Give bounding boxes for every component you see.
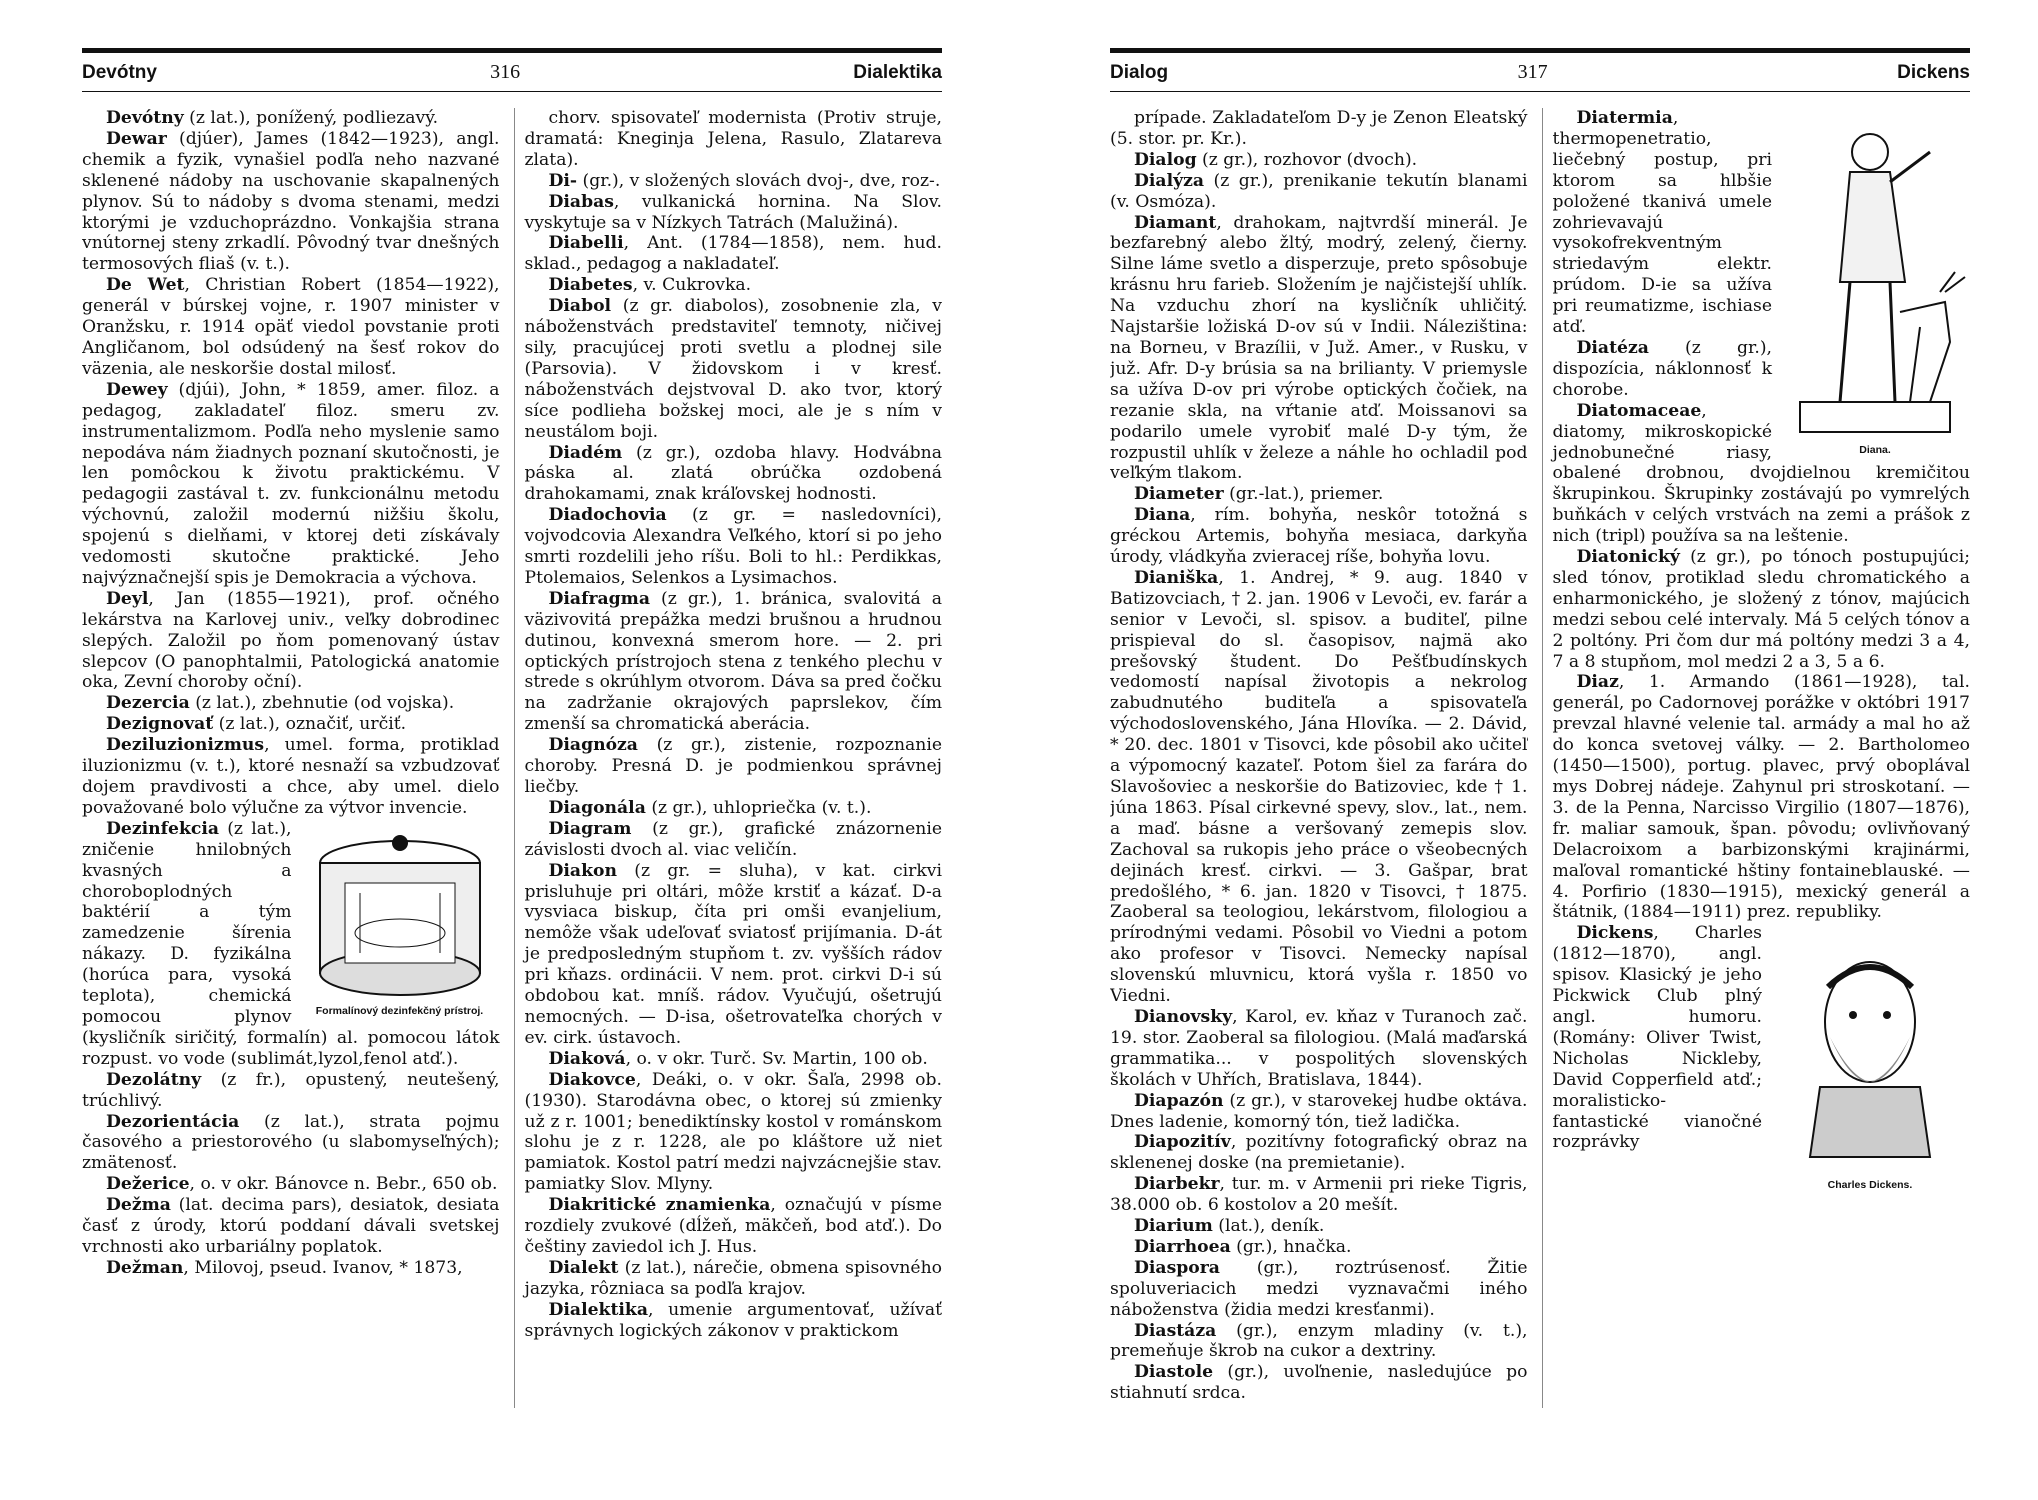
entry-text: , thermopenetratio, liečebný postup, pri ktorom sa hlbšie položené tkanivá umele zohrievavajú vysokofrekventným striedavým elektr. prúdom. D-ie sa užíva pri reumatizme, ischiase atď. (1552, 108, 1772, 338)
entry-text: , o. v okr. Turč. Sv. Martin, 100 ob. (625, 1048, 928, 1069)
left-page-column-1 (82, 108, 500, 1408)
entry-text: (z gr.), 1. bránica, svalovitá a väzivovitá prepážka medzi brušnou a hrudnou dutinou, konvexná smerom hore. — 2. pri optických prístrojoch stena z tenkého plechu v strede s okrúhlym otvorom. Dáva sa pred čočku na zadržanie okrajových paprslekov, čím zmenší sa chromatická aberácia. (524, 588, 942, 735)
left-page (82, 48, 942, 1418)
dictionary-entry (525, 1300, 943, 1342)
entry-text: (gr.), v složených slovách dvoj-, dve, roz-. (577, 170, 941, 191)
dictionary-entry (82, 1070, 500, 1112)
entry-text: (z gr.), zistenie, rozpoznanie choroby. Presná D. je podmienkou správnej liečby. (524, 735, 942, 797)
dictionary-entry (525, 798, 943, 819)
dictionary-entry (1110, 108, 1528, 150)
dictionary-entry (525, 861, 943, 1049)
entry-headword: Diatomaceae (1576, 400, 1702, 421)
entry-headword: Diarrhoea (1134, 1236, 1231, 1257)
dictionary-entry (525, 505, 943, 589)
entry-text: (djúi), John, * 1859, amer. filoz. a pedagog, zakladateľ filoz. smeru zv. instrumentalizmom. Podľa neho myslenie samo nepodáva nám žiadnych poznaní skutočnosti, je len pomôckou k životu praktickému. V pedagogii zastával t. zv. funkcionálnu metodu výchovnú, založil modernú nižšiu školu, spojenú s dielňami, v ktorej deti získávaly vedomosti skutočne praktické. Jeho najvýznačnejší spis je Demokracia a výchova. (82, 379, 500, 588)
dictionary-entry (1110, 1237, 1528, 1258)
entry-headword: Diameter (1134, 484, 1224, 505)
dictionary-entry (82, 714, 500, 735)
entry-headword: Dianovsky (1134, 1006, 1233, 1027)
page-header (82, 61, 942, 92)
entry-text: chorv. spisovateľ modernista (Protiv struje, dramatá: Kneginja Jelena, Rasulo, Zlatareva zlata). (524, 108, 942, 170)
entry-text: (z lat.), nárečie, obmena spisovného jazyka, rôzniaca sa podľa krajov. (524, 1257, 942, 1299)
entry-text: , 1. Andrej, * 9. aug. 1840 v Batizovciach, † 2. jan. 1906 v Levoči, ev. farár a senior v Levoči, sl. spisov. a buditeľ, pilne prispieval do sl. časopisov, najmä ako prešovský študent. Do Pešťbudínskych vedomostí napísal životopis a nekrolog zabudnutého buditeľa a spisovateľa východoslovenského, Jána Hlovíka. — 2. Dávid, * 20. dec. 1801 v Tisovci, kde pôsobil ako učiteľ a výpomocný kazateľ. Potom šiel za farára do Slavošoviec a neskoršie do Batizoviec, kde † 1. júna 1863. Písal cirkevné spevy, slov., lat., nem. a maď. básne a veršovaný zemepis slov. Zachoval sa rukopis jeho práce o všeobecných dejinách kresť. cirkvi. — 3. Gašpar, brat predošlého, * 6. jan. 1820 v Tisovci, † 1875. Zaoberal sa teologiou, lekárstvom, filologiou a prírodnými vedami. Pôsobil vo Viedni a potom ako profesor v Tisovci. Nemecky napísal slovenskú mluvnicu, ktorá vyšla r. 1850 vo Viedni. (1110, 567, 1528, 1007)
dictionary-entry (1110, 1091, 1528, 1133)
dictionary-entry (525, 1070, 943, 1195)
dictionary-entry (1110, 568, 1528, 1007)
dictionary-entry (82, 108, 500, 129)
entry-text: , Milovoj, pseud. Ivanov, * 1873, (183, 1257, 463, 1278)
entry-headword: Dezolátny (106, 1069, 202, 1090)
dictionary-entry (525, 233, 943, 275)
header-rule (1110, 48, 1970, 53)
entry-text: (gr.-lat.), priemer. (1223, 484, 1384, 505)
entry-text: (z gr. = sluha), v kat. cirkvi prisluhuje pri oltári, môže krstiť a kázať. D-a vysviaca biskup, číta pri omši evanjelium, nemôže však udeľovať sviatosť prijímania. D-át je predposledným stupňom t. zv. vyšších rádov pri kňazs. ordinácii. V nem. prot. cirkvi D-i sú obdobou kat. mníš. rádov. Vyučujú, ošetrujú nemocných. — D-isa, ošetrovateľka chorých v ev. cirk. ústavoch. (524, 860, 942, 1048)
entry-headword: Dežman (106, 1257, 184, 1278)
entry-text: , označujú v písme rozdiely zvukové (dĺžeň, mäkčeň, bod atď.). Do češtiny zaviedol ich J. Hus. (524, 1195, 942, 1257)
entry-headword: Dezignovať (106, 714, 214, 735)
entry-headword: Dianiška (1134, 567, 1219, 588)
dictionary-entry (525, 171, 943, 192)
entry-headword: Dialog (1134, 149, 1197, 170)
dictionary-entry (525, 443, 943, 506)
entry-headword: Diastole (1134, 1362, 1214, 1383)
entry-text: , 1. Armando (1861—1928), tal. generál, po Cadornovej porážke v októbri 1917 prevzal hlavné velenie tal. armády a mal ho až do konca svetovej války. — 2. Bartholomeo (1450—1500), portug. plavec, prvý oboplával mys Dobrej nádeje. Zahynul pri stroskotaní. — 3. de la Penna, Narcisso Virgilio (1807—1876), fr. maliar samouk, špan. pôvodu; ovlivňovaný Delacroixom a barbizonskými krajinármi, maľoval romantické hštiny fontaineblauské. — 4. Porfirio (1830—1915), mexický generál a štátnik, (1884—1911) prez. republiky. (1552, 672, 1970, 923)
page-number: 316 (490, 61, 521, 83)
header-right-word: Dickens (1897, 62, 1970, 83)
entry-headword: Diamant (1134, 212, 1217, 233)
entry-headword: Diagonála (548, 797, 646, 818)
entry-headword: Diadochovia (548, 505, 667, 526)
entry-text: , tur. m. v Armenii pri rieke Tigris, 38.000 ob. 6 kostolov a 20 mešít. (1110, 1174, 1528, 1216)
entry-text: , drahokam, najtvrdší minerál. Je bezfarebný alebo žltý, modrý, zelený, čierny. Silne láme svetlo a disperzuje, preto spôsobuje krásnu hru farieb. Složením je najčistejší uhlík. Na vzduchu zhorí na kysličník uhličitý. Najstaršie ložiská D-ov sú v Indii. Náleziština: na Borneu, v Brazílii, v Juž. Amer., v Rusku, v juž. Afr. D-y brúsia sa na brilianty. V priemysle sa užíva D-ov pri výrobe optických čočiek, na rezanie skla, na vŕtanie atď. Moissanovi sa podarilo umele vyrobiť malé D-y tým, že rozpustil uhlík v železe a náhle ho ochladil pod veľkým tlakom. (1110, 212, 1528, 484)
entry-text: , v. Cukrovka. (632, 275, 752, 296)
entry-headword: Dialektika (548, 1299, 648, 1320)
entry-headword: Diabelli (548, 233, 624, 254)
header-left-word: Devótny (82, 62, 157, 83)
entry-headword: Dežma (106, 1195, 171, 1216)
entry-text: , umenie argumentovať, užívať správnych logických zákonov v praktickom (524, 1299, 942, 1341)
entry-text: , Jan (1855—1921), prof. očného lekárstva na Karlovej univ., veľky dobrodinec slepých. Založil po ňom pomenovaný ústav slepcov (O panophtalmii, Patologická anatomie oka, Zevní choroby oční). (82, 588, 500, 693)
entry-headword: Dežerice (106, 1174, 190, 1195)
entry-headword: De Wet (106, 275, 185, 296)
entry-text: (z gr.), po tónoch postupujúci; sled tónov, protiklad sledu chromatického a enharmonického, je složený z tónov, majúcich medzi sebou celé intervaly. Má 5 celých tónov a 2 poltóny. Pri čom dur má poltóny medzi 3 a 4, 7 a 8 stupňom, mol medzi 2 a 3, 5 a 6. (1552, 547, 1970, 672)
entry-text: (z gr.), grafické znázornenie závislosti dvoch al. viac veličín. (524, 818, 942, 860)
entry-text: , pozitívny fotografický obraz na sklenenej doske (na premietanie). (1110, 1132, 1528, 1174)
dictionary-entry (1110, 1362, 1528, 1404)
entry-text: (lat.), deník. (1212, 1216, 1325, 1237)
dictionary-entry (1110, 1258, 1528, 1321)
dictionary-entry (1110, 1132, 1528, 1174)
dictionary-entry (525, 1258, 943, 1300)
entry-headword: Diaspora (1134, 1257, 1220, 1278)
entry-headword: Diakon (548, 860, 617, 881)
entry-text: , rím. bohyňa, neskôr totožná s gréckou Artemis, bohyňa mesiaca, darkyňa úrody, vládkyňa zvieracej ríše, bohyňa lovu. (1110, 505, 1528, 568)
dictionary-entry (1110, 1174, 1528, 1216)
page-number: 317 (1517, 61, 1548, 83)
left-page-column-2 (514, 108, 943, 1408)
entry-text: (gr.), uvoľnenie, nasledujúce po stiahnutí srdca. (1110, 1362, 1528, 1404)
entry-text: , diatomy, mikroskopické jednobunečné riasy, obalené drobnou, dvojdielnou kremičitou škrupinkou. Škrupinky zostávajú po vymrelých buňkách v celých vrstvách na zemi a prášok z nich (tripl) používa sa na leštenie. (1552, 400, 1970, 547)
dictionary-entry (1110, 1321, 1528, 1363)
entry-headword: Devótny (106, 108, 184, 128)
dictionary-entry (525, 192, 943, 234)
entry-text: (z gr.), rozhovor (dvoch). (1196, 149, 1418, 170)
entry-headword: Diaková (548, 1048, 626, 1069)
entry-headword: Deziluzionizmus (106, 735, 265, 756)
entry-headword: Diakovce (548, 1069, 636, 1090)
entry-headword: Diastáza (1134, 1320, 1217, 1341)
entry-text: , vulkanická hornina. Na Slov. vyskytuje sa v Nízkych Tatrách (Malužiná). (524, 191, 942, 233)
dictionary-entry (1110, 150, 1528, 171)
entry-headword: Deyl (106, 588, 149, 609)
entry-text: (z lat.), strata pojmu časového a priestorového (u slabomyseľných); zmätenosť. (82, 1111, 500, 1174)
diana-statue-illustration (1780, 112, 1970, 442)
dictionary-entry (82, 129, 500, 275)
entry-text: (z gr.), dispozícia, náklonnosť k chorobe. (1552, 337, 1772, 400)
entry-text: (gr.), enzym mladiny (v. t.), premeňuje škrob na cukor a dextriny. (1110, 1320, 1528, 1362)
dictionary-entry (1553, 547, 1971, 672)
entry-text: (z gr.), uhlopriečka (v. t.). (645, 797, 872, 818)
entry-text: (z lat.), ponížený, podliezavý. (183, 108, 439, 128)
entry-text: (z gr.), prenikanie tekutín blanami (v. Osmóza). (1110, 170, 1528, 212)
dictionary-entry (82, 589, 500, 694)
dictionary-entry (525, 108, 943, 171)
entry-headword: Dezorientácia (106, 1111, 240, 1132)
entry-headword: Diadém (548, 442, 623, 463)
dictionary-entry (82, 1195, 500, 1258)
entry-headword: Diakritické znamienka (548, 1195, 771, 1216)
right-page-column-2 (1542, 108, 1971, 1408)
dictionary-entry (82, 735, 500, 819)
entry-headword: Di- (548, 170, 578, 191)
dictionary-entry (1110, 1216, 1528, 1237)
entry-text: , umel. forma, protiklad iluzionizmu (v. t.), ktoré nesnaží sa vzbudzovať dojem pravdivosti a chce, aby umel. dielo považované bolo výlučne za výtvor invencie. (82, 735, 500, 818)
dictionary-entry (1110, 484, 1528, 505)
dictionary-entry (1110, 505, 1528, 568)
dictionary-entry (525, 275, 943, 296)
entry-text: (z lat.), označiť, určiť. (213, 714, 407, 735)
dictionary-entry (525, 735, 943, 798)
entry-headword: Diapazón (1134, 1090, 1224, 1111)
dictionary-entry (525, 1195, 943, 1258)
entry-text: (z gr. = nasledovníci), vojvodcovia Alexandra Veľkého, ktorí si po jeho smrti rozdelili jeho ríšu. Boli to hl.: Perdikkas, Ptolemaios, Selenkos a Lysimachos. (524, 505, 942, 588)
entry-text: (z gr. diabolos), zosobnenie zla, v náboženstvách predstaviteľ temnoty, ničivej sily, pracujúcej proti svetlu a plodnej sile (Parsovia). V židovskom i v kresť. náboženstvách dejstvoval D. ako tvor, ktorý síce podlieha božskej moci, ale je s ním v neustálom boji. (524, 296, 942, 442)
dictionary-entry (525, 296, 943, 442)
header-left-word: Dialog (1110, 62, 1169, 83)
dictionary-entry (1110, 1007, 1528, 1091)
dictionary-entry (82, 1112, 500, 1175)
header-right-word: Dialektika (853, 62, 942, 83)
entry-text: (z gr.), v starovekej hudbe oktáva. Dnes ladenie, komorný tón, tiež ladička. (1110, 1090, 1528, 1132)
entry-text: (lat. decima pars), desiatok, desiata časť z úrody, ktorú poddaní dávali svetskej vrchnosti ako urbariálny poplatok. (82, 1195, 500, 1257)
entry-headword: Dickens (1576, 923, 1654, 944)
entry-text: (z fr.), opustený, neutešený, trúchlivý. (82, 1069, 500, 1111)
entry-headword: Diarbekr (1134, 1174, 1220, 1195)
right-page-column-1 (1110, 108, 1528, 1408)
dickens-portrait-figure (1770, 927, 1970, 1191)
header-rule (82, 48, 942, 53)
dictionary-entry (525, 589, 943, 735)
entry-text: prípade. Zakladateľom D-y je Zenon Eleatský (5. stor. pr. Kr.). (1110, 108, 1528, 149)
entry-text: (gr.), roztrúsenosť. Žitie spoluveriacich medzi vyznavačmi iného náboženstva (židia medzi kresťanmi). (1110, 1257, 1528, 1320)
entry-headword: Diapozitív (1134, 1132, 1231, 1153)
entry-headword: Diagram (548, 818, 632, 839)
dictionary-entry (82, 1174, 500, 1195)
entry-headword: Diabas (548, 191, 614, 212)
entry-text: , Deáki, o. v okr. Šaľa, 2998 ob. (1930). Starodávna obec, o ktorej sú zmienky už z r. 1001; benediktínsky kostol v románskom slohu je z r. 1228, ale po kláštore už niet pamiatok. Kostol patrí medzi najvzácnejšie stav. pamiatky Slov. Mlyny. (524, 1069, 942, 1195)
entry-headword: Dezercia (106, 693, 190, 714)
entry-headword: Dewey (106, 379, 168, 400)
entry-headword: Dewar (106, 128, 167, 149)
entry-headword: Diatonický (1576, 547, 1680, 568)
entry-headword: Dezinfekcia (106, 818, 219, 839)
disinfection-apparatus-illustration (300, 823, 500, 1003)
entry-text: , Christian Robert (1854—1922), generál v búrskej vojne, r. 1907 minister v Oranžsku, r. 1914 opäť viedol povstanie proti Angličanom, bol odsúdený na šesť rokov do väzenia, ale neskoršie dostal milosť. (82, 275, 500, 379)
figure-caption: Charles Dickens. (1827, 1179, 1913, 1192)
entry-text: (z lat.), zničenie hnilobných kvasných a choroboplodných baktérií a tým zamedzenie šírenia nákazy. D. fyzikálna (horúca para, vysoká teplota), chemická pomocou plynov (kysličník siričitý, formalín) al. pomocou látok rozpust. vo vode (sublimát,lyzol,fenol atď.). (82, 818, 500, 1069)
entry-headword: Diatermia (1576, 108, 1673, 128)
entry-text: (z gr.), ozdoba hlavy. Hodvábna páska al. zlatá obrúčka ozdobená drahokamami, znak kráľovskej hodnosti. (524, 442, 942, 505)
entry-text: (z lat.), zbehnutie (od vojska). (189, 693, 455, 714)
entry-headword: Diabetes (548, 275, 633, 296)
entry-text: , Ant. (1784—1858), nem. hud. sklad., pedagog a nakladateľ. (524, 233, 942, 275)
entry-text: (gr.), hnačka. (1230, 1236, 1352, 1257)
dictionary-entry (1553, 672, 1971, 923)
dictionary-entry (82, 1258, 500, 1279)
entry-headword: Diagnóza (548, 735, 638, 756)
page-header (1110, 61, 1970, 92)
entry-text: , Karol, ev. kňaz v Turanoch zač. 19. stor. Zaoberal sa filologiou. (Malá maďarská grammatika... v pospolitých slovenských školách v Uhřích, Bratislava, 1844). (1110, 1006, 1528, 1090)
right-page (1110, 48, 1970, 1418)
entry-text: (djúer), James (1842—1923), angl. chemik a fyzik, vynašiel podľa neho nazvané sklenené nádoby na uschovanie skapalnených plynov. Sú to nádoby s dvoma stenami, medzi ktorými je vzduchoprázdno. Vonkajšia strana vnútornej steny zrkadlí. Pôvodný tvar dnešných termosových fliaš (v. t.). (82, 128, 500, 275)
entry-headword: Diafragma (548, 588, 650, 609)
entry-headword: Dialýza (1134, 170, 1204, 191)
entry-headword: Diabol (548, 296, 612, 317)
entry-headword: Diaz (1576, 672, 1619, 693)
entry-headword: Dialekt (548, 1257, 619, 1278)
entry-headword: Diana (1134, 505, 1191, 526)
dictionary-entry (1110, 171, 1528, 213)
dictionary-entry (82, 693, 500, 714)
entry-text: , Charles (1812—1870), angl. spisov. Klasický je jeho Pickwick Club plný angl. humoru. (Romány: Oliver Twist, Nicholas Nickleby, David Copperfield atď.; moralisticko-fantastické vianočné rozprávky (1552, 923, 1762, 1153)
entry-headword: Diatéza (1576, 337, 1649, 358)
entry-text: , o. v okr. Bánovce n. Bebr., 650 ob. (189, 1174, 498, 1195)
disinfection-apparatus-figure (300, 823, 500, 1017)
dictionary-entry (525, 1049, 943, 1070)
dictionary-entry (82, 275, 500, 380)
figure-caption: Diana. (1859, 444, 1891, 456)
diana-statue-figure (1780, 112, 1970, 456)
dictionary-entry (82, 380, 500, 589)
dickens-portrait-illustration (1770, 927, 1970, 1177)
dictionary-entry (525, 819, 943, 861)
dictionary-entry (1110, 213, 1528, 485)
entry-headword: Diarium (1134, 1216, 1213, 1237)
figure-caption: Formalínový dezinfekčný prístroj. (315, 1004, 484, 1017)
